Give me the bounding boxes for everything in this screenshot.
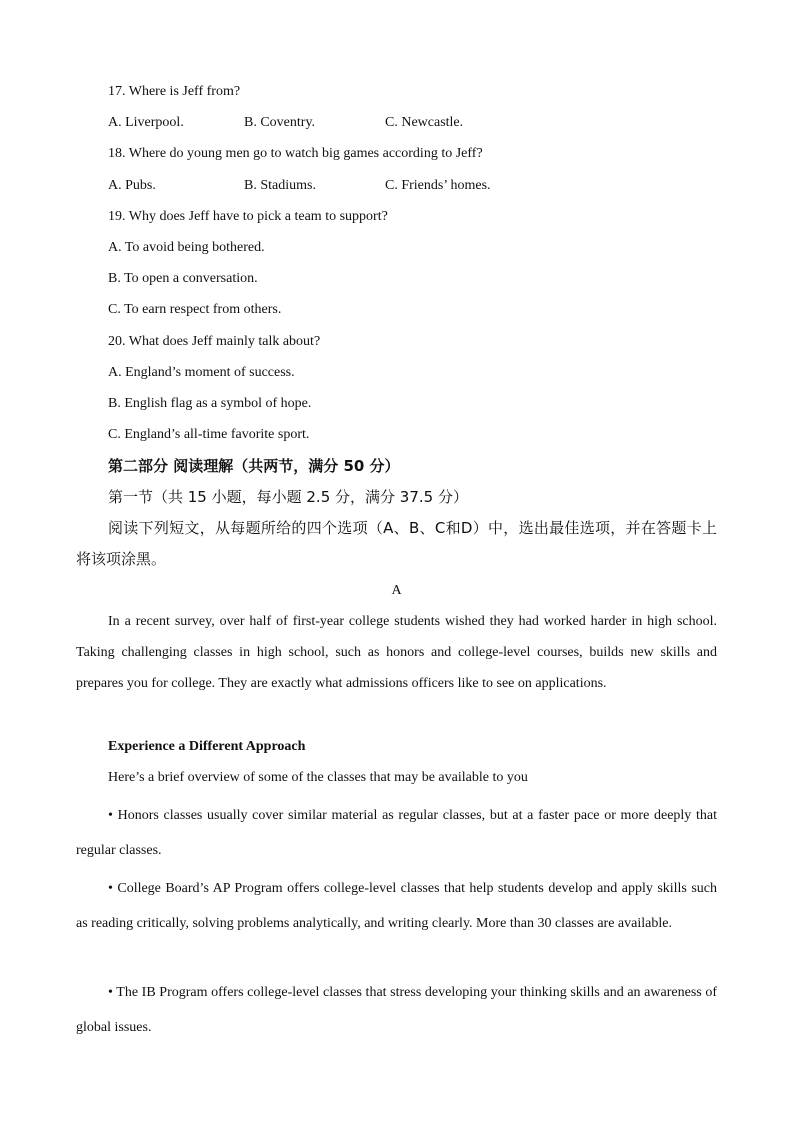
reading-instructions: 阅读下列短文，从每题所给的四个选项（A、B、C和D）中，选出最佳选项，并在答题卡上将该项涂黑。: [76, 519, 717, 568]
question-19-stem: 19. Why does Jeff have to pick a team to support?: [108, 209, 388, 224]
passage-label: A: [391, 583, 402, 598]
question-18-stem: 18. Where do young men go to watch big games according to Jeff?: [108, 146, 483, 161]
question-17-option-b: B. Coventry.: [244, 115, 316, 130]
question-18-option-c: C. Friends’ homes.: [385, 178, 491, 193]
question-17-option-a: A. Liverpool.: [108, 115, 184, 130]
question-20-option-b: B. English flag as a symbol of hope.: [108, 396, 312, 411]
question-17-option-c: C. Newcastle.: [385, 115, 464, 130]
passage-subheading: Experience a Different Approach: [108, 739, 306, 754]
question-19-option-b: B. To open a conversation.: [108, 271, 258, 286]
question-18-option-a: A. Pubs.: [108, 178, 156, 193]
section-one-heading: 第一节（共 15 小题，每小题 2.5 分，满分 37.5 分）: [108, 488, 468, 506]
question-20-option-a: A. England’s moment of success.: [108, 365, 295, 380]
passage-overview: Here’s a brief overview of some of the classes that may be available to you: [108, 770, 528, 785]
question-20-option-c: C. England’s all-time favorite sport.: [108, 427, 310, 442]
question-20-stem: 20. What does Jeff mainly talk about?: [108, 334, 321, 349]
question-19-option-c: C. To earn respect from others.: [108, 302, 282, 317]
bullet-ap-program: • College Board’s AP Program offers college-level classes that help students develop and apply skills such as reading critically, solving problems analytically, and writing clearly. More than 30 classes are available.: [76, 881, 717, 931]
part-two-heading: 第二部分 阅读理解（共两节，满分 50 分）: [108, 457, 400, 475]
question-19-option-a: A. To avoid being bothered.: [108, 240, 265, 255]
question-18-option-b: B. Stadiums.: [244, 178, 316, 193]
passage-intro: In a recent survey, over half of first-year college students wished they had worked harder in high school. Taking challenging classes in high school, such as honors and college-level courses, builds new skills and prepares you for college. They are exactly what admissions officers like to see on applications.: [76, 614, 717, 691]
question-17-stem: 17. Where is Jeff from?: [108, 84, 241, 99]
bullet-honors: • Honors classes usually cover similar material as regular classes, but at a faster pace or more deeply that regular classes.: [76, 808, 717, 858]
bullet-ib-program: • The IB Program offers college-level classes that stress developing your thinking skills and an awareness of global issues.: [76, 985, 717, 1035]
